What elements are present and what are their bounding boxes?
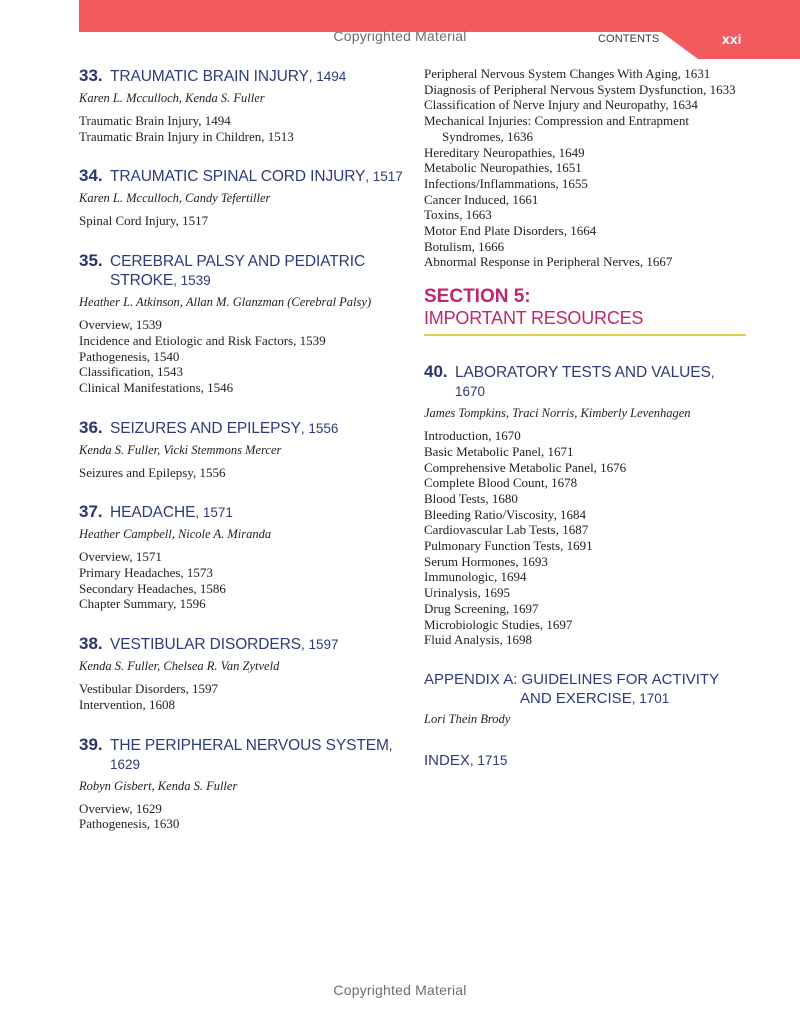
toc-entry[interactable]: Drug Screening, 1697 <box>424 600 539 616</box>
chapter-authors: Kenda S. Fuller, Chelsea R. Van Zytveld <box>79 659 280 674</box>
toc-entry[interactable]: Traumatic Brain Injury in Children, 1513 <box>79 128 294 144</box>
toc-entry[interactable]: Diagnosis of Peripheral Nervous System Dysfunction, 1633 <box>424 81 736 97</box>
chapter-35 <box>79 251 409 396</box>
chapter-entries <box>79 213 409 229</box>
toc-entry[interactable]: Overview, 1571 <box>79 549 162 565</box>
chapter-entries <box>79 681 409 712</box>
chapter-page: , 1556 <box>300 420 339 436</box>
chapter-entries <box>79 317 409 396</box>
toc-entry[interactable]: Incidence and Etiologic and Risk Factors, 1539 <box>79 332 326 348</box>
chapter-name: VESTIBULAR DISORDERS <box>110 636 301 654</box>
chapter-page: , 1494 <box>308 69 347 84</box>
appendix-page: , 1701 <box>631 690 670 706</box>
toc-entry[interactable]: Urinalysis, 1695 <box>424 585 510 601</box>
chapter-number: 39. <box>79 734 103 754</box>
chapter-authors: James Tompkins, Traci Norris, Kimberly Levenhagen <box>424 406 691 421</box>
left-column <box>79 66 409 854</box>
chapter-37 <box>79 502 409 612</box>
toc-entry[interactable]: Clinical Manifestations, 1546 <box>79 379 234 395</box>
page-number: xxi <box>722 31 742 47</box>
toc-entry[interactable]: Cancer Induced, 1661 <box>424 191 539 207</box>
toc-entry[interactable]: Serum Hormones, 1693 <box>424 553 548 569</box>
toc-entry[interactable]: Botulism, 1666 <box>424 238 505 254</box>
toc-entry[interactable]: Intervention, 1608 <box>79 696 176 712</box>
chapter-number: 38. <box>79 634 103 654</box>
chapter-36 <box>79 418 409 481</box>
chapter-33 <box>79 66 409 144</box>
copyright-watermark-top: Copyrighted Material <box>333 28 467 44</box>
toc-entry[interactable]: Overview, 1539 <box>79 317 162 333</box>
toc-entry[interactable]: Complete Blood Count, 1678 <box>424 475 578 491</box>
chapter-title[interactable] <box>79 418 409 438</box>
index-title: INDEX <box>424 751 470 769</box>
appendix-a-title[interactable] <box>424 670 746 708</box>
toc-entry[interactable]: Metabolic Neuropathies, 1651 <box>424 160 582 176</box>
chapter-title[interactable] <box>424 362 746 401</box>
running-head: CONTENTS <box>598 33 660 45</box>
index-entry[interactable] <box>424 751 746 770</box>
toc-entry[interactable]: Cardiovascular Lab Tests, 1687 <box>424 522 589 538</box>
toc-entry[interactable]: Vestibular Disorders, 1597 <box>79 681 219 697</box>
appendix-line-1: APPENDIX A: GUIDELINES FOR ACTIVITY <box>424 670 720 688</box>
copyright-watermark-bottom: Copyrighted Material <box>333 982 467 998</box>
toc-entry[interactable]: Hereditary Neuropathies, 1649 <box>424 144 585 160</box>
chapter-name: LABORATORY TESTS AND VALUES <box>455 364 711 382</box>
toc-entry[interactable]: Immunologic, 1694 <box>424 569 527 585</box>
section-label: SECTION 5: <box>424 286 531 308</box>
chapter-title[interactable] <box>79 166 409 186</box>
chapter-name: SEIZURES AND EPILEPSY <box>110 419 301 437</box>
chapter-39 <box>79 735 409 832</box>
chapter-authors: Karen L. Mcculloch, Candy Tefertiller <box>79 191 271 206</box>
chapter-name: CEREBRAL PALSY AND PEDIATRIC STROKE <box>110 253 366 290</box>
chapter-40 <box>424 362 746 648</box>
toc-entry[interactable]: Peripheral Nervous System Changes With Aging, 1631 <box>424 66 711 81</box>
chapter-page: , 1629 <box>110 737 393 772</box>
chapter-number: 34. <box>79 166 103 186</box>
chapter-number: 36. <box>79 417 103 437</box>
section-name: IMPORTANT RESOURCES <box>424 308 644 329</box>
chapter-page: , 1571 <box>195 505 233 521</box>
toc-entry[interactable]: Comprehensive Metabolic Panel, 1676 <box>424 459 627 475</box>
chapter-title[interactable] <box>79 502 409 522</box>
appendix-authors: Lori Thein Brody <box>424 711 511 726</box>
toc-entry[interactable]: Mechanical Injuries: Compression and Entrapment Syndromes, 1636 <box>424 113 689 144</box>
chapter-entries <box>424 428 746 648</box>
chapter-authors: Karen L. Mcculloch, Kenda S. Fuller <box>79 91 265 105</box>
chapter-34 <box>79 166 409 229</box>
chapter-name: HEADACHE <box>110 504 196 522</box>
appendix-line-2: AND EXERCISE <box>520 689 632 707</box>
chapter-authors: Robyn Gisbert, Kenda S. Fuller <box>79 778 238 793</box>
index-page: , 1715 <box>469 752 508 768</box>
chapter-38 <box>79 634 409 712</box>
chapter-number: 37. <box>79 502 103 522</box>
toc-entry[interactable]: Classification of Nerve Injury and Neuropathy, 1634 <box>424 97 698 113</box>
chapter-page: , 1539 <box>173 273 211 289</box>
toc-entry[interactable]: Pulmonary Function Tests, 1691 <box>424 538 593 554</box>
toc-entry[interactable]: Pathogenesis, 1630 <box>79 816 180 832</box>
chapter-entries <box>79 801 409 832</box>
chapter-title[interactable] <box>79 251 409 290</box>
toc-entry[interactable]: Infections/Inflammations, 1655 <box>424 175 588 191</box>
toc-entry[interactable]: Seizures and Epilepsy, 1556 <box>79 464 226 480</box>
chapter-name: THE PERIPHERAL NERVOUS SYSTEM <box>110 736 389 754</box>
toc-entry[interactable]: Basic Metabolic Panel, 1671 <box>424 443 574 459</box>
toc-entry[interactable]: Motor End Plate Disorders, 1664 <box>424 223 597 239</box>
toc-entry[interactable]: Chapter Summary, 1596 <box>79 596 206 612</box>
chapter-title[interactable] <box>79 66 409 86</box>
toc-entry[interactable]: Toxins, 1663 <box>424 207 492 223</box>
continued-entries <box>424 66 746 270</box>
section-rule <box>424 334 746 336</box>
chapter-number: 40. <box>424 362 448 382</box>
chapter-page: , 1597 <box>300 637 339 653</box>
toc-entry[interactable]: Overview, 1629 <box>79 800 162 816</box>
toc-entry[interactable]: Fluid Analysis, 1698 <box>424 632 532 648</box>
section-5-heading <box>424 286 746 336</box>
toc-entry[interactable]: Microbiologic Studies, 1697 <box>424 616 573 632</box>
chapter-number: 33. <box>79 66 103 85</box>
toc-entry[interactable]: Pathogenesis, 1540 <box>79 348 180 364</box>
toc-entry[interactable]: Primary Headaches, 1573 <box>79 565 213 581</box>
chapter-authors: Heather L. Atkinson, Allan M. Glanzman (Cerebral Palsy) <box>79 295 372 310</box>
chapter-entries <box>79 465 409 481</box>
toc-entry[interactable]: Classification, 1543 <box>79 364 183 380</box>
chapter-authors: Heather Campbell, Nicole A. Miranda <box>79 527 272 542</box>
toc-entry[interactable]: Introduction, 1670 <box>424 428 521 444</box>
chapter-page: , 1517 <box>365 169 403 185</box>
toc-entry[interactable]: Blood Tests, 1680 <box>424 490 518 506</box>
toc-entry[interactable]: Abnormal Response in Peripheral Nerves, 1667 <box>424 254 673 270</box>
toc-entry[interactable]: Bleeding Ratio/Viscosity, 1684 <box>424 506 586 522</box>
chapter-title[interactable] <box>79 634 409 654</box>
chapter-entries <box>79 549 409 612</box>
chapter-name: TRAUMATIC SPINAL CORD INJURY <box>110 168 366 186</box>
chapter-name: TRAUMATIC BRAIN INJURY <box>110 68 309 85</box>
toc-entry[interactable]: Traumatic Brain Injury, 1494 <box>79 113 231 128</box>
chapter-authors: Kenda S. Fuller, Vicki Stemmons Mercer <box>79 442 282 457</box>
toc-entry[interactable]: Secondary Headaches, 1586 <box>79 580 226 596</box>
chapter-entries <box>79 113 409 144</box>
chapter-page: , 1670 <box>455 365 715 400</box>
right-column <box>424 66 746 770</box>
toc-entry[interactable]: Spinal Cord Injury, 1517 <box>79 213 209 229</box>
chapter-title[interactable] <box>79 735 409 774</box>
chapter-number: 35. <box>79 251 103 271</box>
